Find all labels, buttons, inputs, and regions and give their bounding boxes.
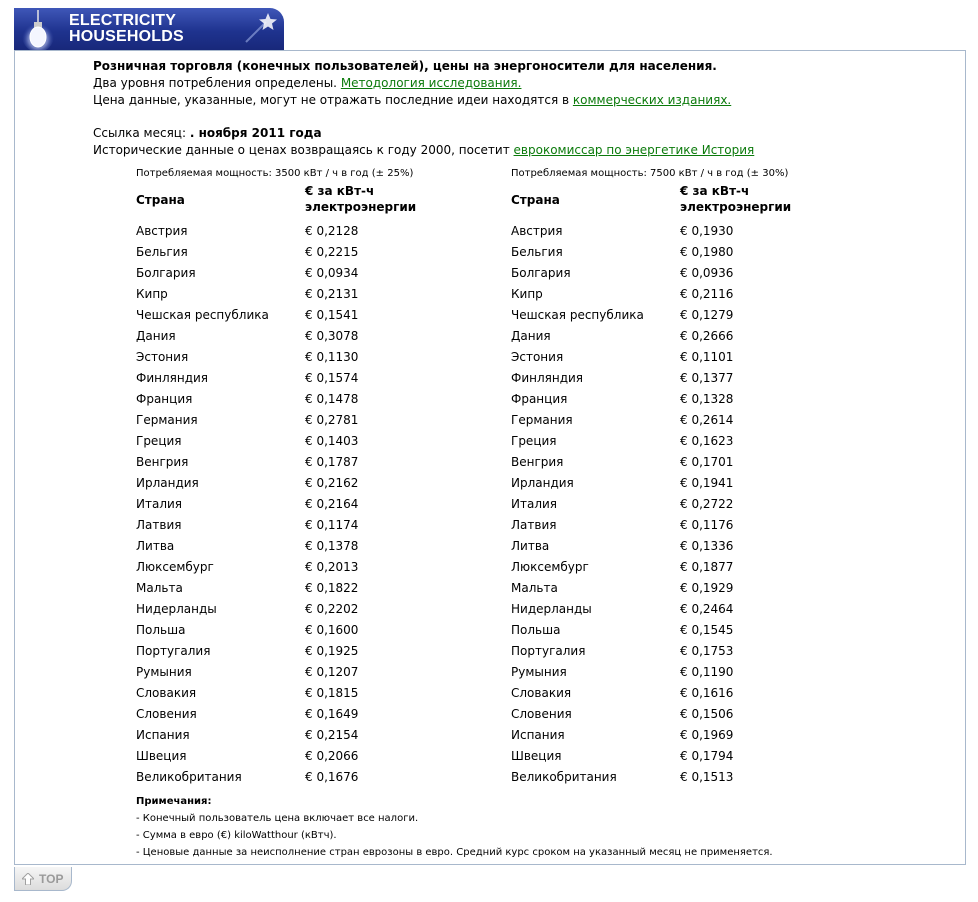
banner-title	[69, 13, 184, 45]
table-row	[511, 746, 788, 767]
header-price-line2: электроэнергии	[305, 200, 417, 214]
price-cell: € 0,1623	[680, 434, 734, 448]
price-cell: € 0,1174	[305, 518, 359, 532]
country-cell: Эстония	[136, 350, 189, 364]
table-row	[511, 683, 788, 704]
price-cell: € 0,1513	[680, 770, 734, 784]
country-cell: Словакия	[136, 686, 197, 700]
header-price-line2: электроэнергии	[680, 200, 792, 214]
header-price-line1: € за кВт-ч	[305, 184, 375, 198]
country-cell: Словения	[136, 707, 197, 721]
note-item: - Конечный пользователь цена включает все налоги.	[136, 813, 419, 824]
country-cell: Франция	[136, 392, 193, 406]
price-cell: € 0,2013	[305, 560, 359, 574]
table-row	[511, 557, 788, 578]
country-cell: Нидерланды	[136, 602, 217, 616]
table-row	[511, 347, 788, 368]
price-cell: € 0,1378	[305, 539, 359, 553]
table-header	[136, 181, 417, 221]
country-cell: Ирландия	[136, 476, 199, 490]
price-cell: € 0,1328	[680, 392, 734, 406]
table-row	[511, 620, 788, 641]
table-row	[136, 389, 413, 410]
intro-heading: Розничная торговля (конечных пользователей), цены на энергоносители для населения.	[93, 59, 717, 73]
price-cell: € 0,2215	[305, 245, 359, 259]
banner-title-line2: HOUSEHOLDS	[69, 28, 184, 45]
price-cell: € 0,1701	[680, 455, 734, 469]
price-cell: € 0,1787	[305, 455, 359, 469]
price-cell: € 0,1815	[305, 686, 359, 700]
table-row	[511, 263, 788, 284]
table-row	[136, 683, 413, 704]
price-cell: € 0,1616	[680, 686, 734, 700]
table-row	[136, 410, 413, 431]
country-cell: Кипр	[136, 287, 168, 301]
country-cell: Швеция	[511, 749, 562, 763]
header-country: Страна	[136, 193, 185, 207]
table-row	[511, 494, 788, 515]
price-cell: € 0,1574	[305, 371, 359, 385]
price-cell: € 0,0936	[680, 266, 734, 280]
price-cell: € 0,2131	[305, 287, 359, 301]
price-cell: € 0,0934	[305, 266, 359, 280]
table-row	[511, 662, 788, 683]
price-cell: € 0,1925	[305, 644, 359, 658]
price-table-7500	[511, 166, 792, 788]
country-cell: Кипр	[511, 287, 543, 301]
price-cell: € 0,1676	[305, 770, 359, 784]
commercial-publications-link[interactable]: коммерческих изданиях.	[572, 93, 732, 107]
table-row	[136, 494, 413, 515]
back-to-top-button[interactable]	[14, 867, 72, 891]
table-row	[136, 536, 413, 557]
price-cell: € 0,1506	[680, 707, 734, 721]
table-row	[511, 305, 788, 326]
country-cell: Литва	[511, 539, 550, 553]
table-row	[511, 368, 788, 389]
table-row	[136, 767, 413, 788]
country-cell: Финляндия	[511, 371, 584, 385]
country-cell: Польша	[136, 623, 186, 637]
shooting-star-icon	[244, 10, 278, 44]
price-cell: € 0,1600	[305, 623, 359, 637]
price-cell: € 0,1822	[305, 581, 359, 595]
intro-line-3-text: Цена данные, указанные, могут не отражать последние идеи находятся в	[93, 93, 573, 107]
table-row	[136, 746, 413, 767]
country-cell: Словакия	[511, 686, 572, 700]
country-cell: Литва	[136, 539, 175, 553]
table-body	[136, 221, 413, 788]
table-row	[136, 368, 413, 389]
header-price	[680, 183, 820, 215]
table-row	[511, 704, 788, 725]
table-row	[511, 410, 788, 431]
table-row	[136, 725, 413, 746]
intro-block	[93, 58, 731, 109]
price-cell: € 0,1980	[680, 245, 734, 259]
price-cell: € 0,1545	[680, 623, 734, 637]
price-cell: € 0,1969	[680, 728, 734, 742]
country-cell: Болгария	[136, 266, 196, 280]
table-row	[136, 242, 413, 263]
price-cell: € 0,1930	[680, 224, 734, 238]
country-cell: Финляндия	[136, 371, 209, 385]
country-cell: Чешская республика	[511, 308, 644, 322]
historical-data-text: Исторические данные о ценах возвращаясь к году 2000, посетит	[93, 143, 514, 157]
country-cell: Германия	[511, 413, 573, 427]
price-cell: € 0,1130	[305, 350, 359, 364]
table-row	[511, 767, 788, 788]
table-row	[136, 221, 413, 242]
page-banner	[14, 8, 284, 50]
country-cell: Австрия	[136, 224, 188, 238]
energy-history-link[interactable]: еврокомиссар по энергетике История	[513, 143, 755, 157]
intro-line-2	[93, 75, 731, 92]
price-cell: € 0,1478	[305, 392, 359, 406]
note-item: - Ценовые данные за неисполнение стран еврозоны в евро. Средний курс сроком на указанный месяц не применяется.	[136, 847, 773, 858]
intro-line-3	[93, 92, 731, 109]
table-caption: Потребляемая мощность: 7500 кВт / ч в год (± 30%)	[511, 168, 789, 179]
price-cell: € 0,1207	[305, 665, 359, 679]
header-price	[305, 183, 445, 215]
price-cell: € 0,1101	[680, 350, 734, 364]
table-header	[511, 181, 792, 221]
table-caption: Потребляемая мощность: 3500 кВт / ч в год (± 25%)	[136, 168, 414, 179]
country-cell: Италия	[511, 497, 558, 511]
table-row	[136, 452, 413, 473]
country-cell: Дания	[511, 329, 551, 343]
price-cell: € 0,2128	[305, 224, 359, 238]
price-cell: € 0,1190	[680, 665, 734, 679]
price-cell: € 0,2464	[680, 602, 734, 616]
table-row	[136, 620, 413, 641]
country-cell: Великобритания	[136, 770, 242, 784]
table-body	[511, 221, 788, 788]
country-cell: Греция	[511, 434, 557, 448]
country-cell: Дания	[136, 329, 176, 343]
country-cell: Австрия	[511, 224, 563, 238]
notes-title: Примечания:	[136, 796, 212, 807]
price-cell: € 0,1336	[680, 539, 734, 553]
price-table-3500	[136, 166, 417, 788]
country-cell: Словения	[511, 707, 572, 721]
country-cell: Болгария	[511, 266, 571, 280]
country-cell: Греция	[136, 434, 182, 448]
back-to-top-label: TOP	[39, 872, 64, 886]
table-row	[511, 641, 788, 662]
price-cell: € 0,2202	[305, 602, 359, 616]
price-cell: € 0,1403	[305, 434, 359, 448]
country-cell: Испания	[136, 728, 190, 742]
table-row	[136, 641, 413, 662]
country-cell: Венгрия	[511, 455, 564, 469]
price-cell: € 0,2781	[305, 413, 359, 427]
light-bulb-icon	[20, 10, 56, 50]
table-row	[511, 725, 788, 746]
reference-month-value: . ноября 2011 года	[189, 126, 322, 140]
table-row	[136, 704, 413, 725]
country-cell: Мальта	[511, 581, 558, 595]
table-row	[511, 578, 788, 599]
table-row	[511, 242, 788, 263]
price-cell: € 0,1377	[680, 371, 734, 385]
price-cell: € 0,1753	[680, 644, 734, 658]
country-cell: Румыния	[511, 665, 567, 679]
table-row	[511, 599, 788, 620]
intro-line-2-text: Два уровня потребления определены.	[93, 76, 341, 90]
country-cell: Нидерланды	[511, 602, 592, 616]
table-row	[136, 263, 413, 284]
table-row	[136, 284, 413, 305]
table-row	[136, 326, 413, 347]
price-cell: € 0,1649	[305, 707, 359, 721]
table-row	[136, 305, 413, 326]
country-cell: Венгрия	[136, 455, 189, 469]
table-row	[511, 221, 788, 242]
country-cell: Бельгия	[136, 245, 188, 259]
country-cell: Германия	[136, 413, 198, 427]
table-row	[511, 431, 788, 452]
price-cell: € 0,1877	[680, 560, 734, 574]
country-cell: Люксембург	[511, 560, 589, 574]
table-row	[136, 578, 413, 599]
country-cell: Великобритания	[511, 770, 617, 784]
country-cell: Румыния	[136, 665, 192, 679]
price-cell: € 0,2162	[305, 476, 359, 490]
price-cell: € 0,1541	[305, 308, 359, 322]
price-cell: € 0,1929	[680, 581, 734, 595]
country-cell: Португалия	[511, 644, 586, 658]
country-cell: Бельгия	[511, 245, 563, 259]
table-row	[136, 557, 413, 578]
price-cell: € 0,2116	[680, 287, 734, 301]
header-country: Страна	[511, 193, 560, 207]
price-cell: € 0,2154	[305, 728, 359, 742]
table-row	[511, 473, 788, 494]
price-cell: € 0,2666	[680, 329, 734, 343]
country-cell: Польша	[511, 623, 561, 637]
country-cell: Швеция	[136, 749, 187, 763]
table-row	[136, 431, 413, 452]
table-row	[511, 284, 788, 305]
table-row	[511, 515, 788, 536]
price-cell: € 0,2164	[305, 497, 359, 511]
country-cell: Эстония	[511, 350, 564, 364]
table-row	[511, 536, 788, 557]
table-row	[511, 389, 788, 410]
banner-title-line1: ELECTRICITY	[69, 12, 177, 29]
methodology-link[interactable]: Методология исследования.	[340, 76, 522, 90]
country-cell: Италия	[136, 497, 183, 511]
country-cell: Люксембург	[136, 560, 214, 574]
country-cell: Португалия	[136, 644, 211, 658]
table-row	[511, 452, 788, 473]
table-row	[136, 473, 413, 494]
price-cell: € 0,1941	[680, 476, 734, 490]
historical-data-line	[93, 142, 754, 159]
header-price-line1: € за кВт-ч	[680, 184, 750, 198]
country-cell: Латвия	[136, 518, 182, 532]
country-cell: Чешская республика	[136, 308, 269, 322]
price-cell: € 0,1279	[680, 308, 734, 322]
price-cell: € 0,1794	[680, 749, 734, 763]
country-cell: Латвия	[511, 518, 557, 532]
note-item: - Сумма в евро (€) kiloWatthour (кВтч).	[136, 830, 337, 841]
price-cell: € 0,2066	[305, 749, 359, 763]
notes-block	[136, 793, 773, 861]
price-cell: € 0,2722	[680, 497, 734, 511]
arrow-up-icon	[22, 873, 34, 885]
table-row	[511, 326, 788, 347]
table-row	[136, 662, 413, 683]
country-cell: Франция	[511, 392, 568, 406]
reference-block	[93, 125, 754, 159]
price-cell: € 0,2614	[680, 413, 734, 427]
country-cell: Испания	[511, 728, 565, 742]
table-row	[136, 599, 413, 620]
reference-month	[93, 125, 754, 142]
price-cell: € 0,1176	[680, 518, 734, 532]
country-cell: Мальта	[136, 581, 183, 595]
reference-month-label: Ссылка месяц:	[93, 126, 190, 140]
price-cell: € 0,3078	[305, 329, 359, 343]
country-cell: Ирландия	[511, 476, 574, 490]
table-row	[136, 515, 413, 536]
table-row	[136, 347, 413, 368]
